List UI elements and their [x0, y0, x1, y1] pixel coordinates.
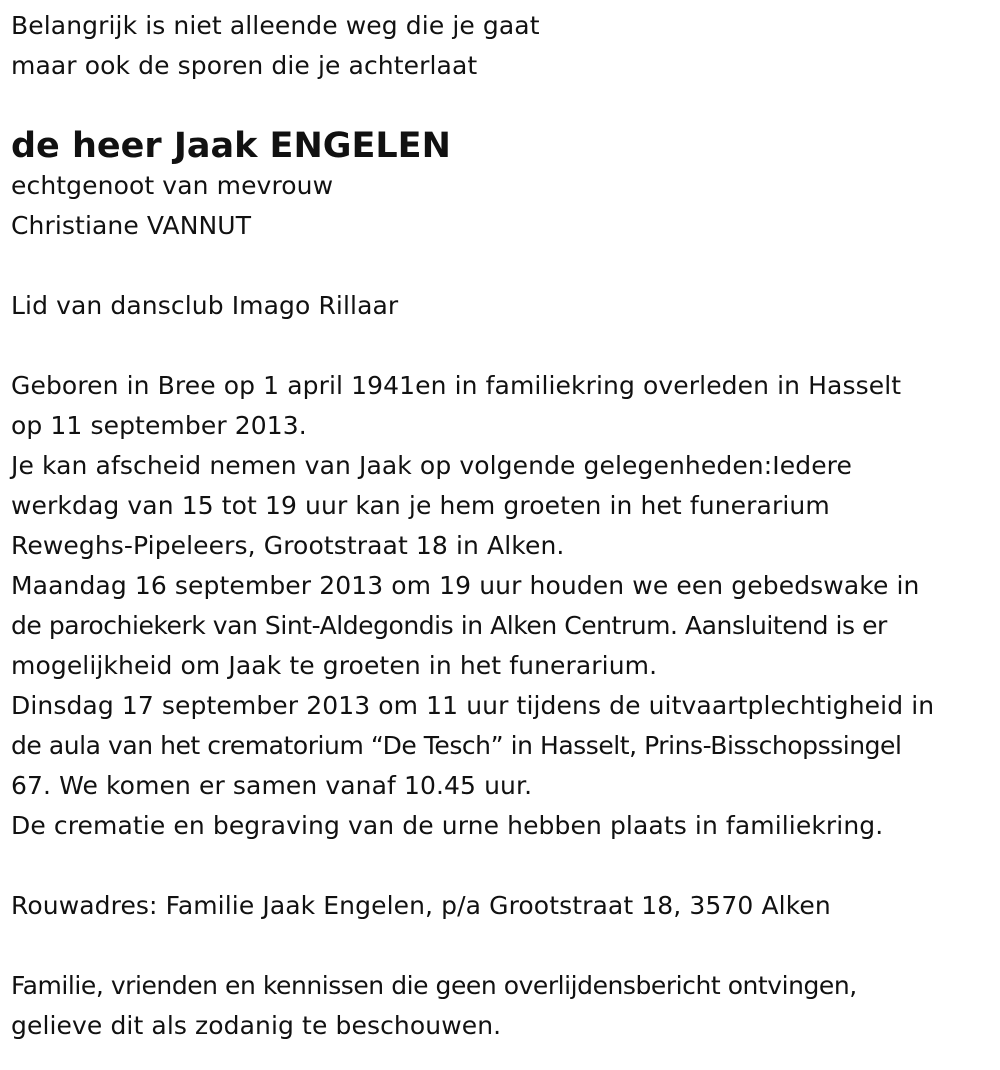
spouse-line-1: echtgenoot van mevrouw [11, 171, 334, 200]
body-line: Geboren in Bree op 1 april 1941en in familiekring overleden in Hasselt [11, 371, 902, 400]
body-line: mogelijkheid om Jaak te groeten in het funerarium. [11, 651, 658, 680]
spouse-line-2: Christiane VANNUT [11, 211, 252, 240]
closing-line-1: Familie, vrienden en kennissen die geen overlijdensbericht ontvingen, [11, 971, 857, 1000]
notice-body [11, 366, 996, 846]
spacer [11, 326, 996, 366]
body-line: Maandag 16 september 2013 om 19 uur houden we een gebedswake in [11, 571, 920, 600]
body-line: 67. We komen er samen vanaf 10.45 uur. [11, 771, 533, 800]
body-line: Dinsdag 17 september 2013 om 11 uur tijdens de uitvaartplechtigheid in [11, 691, 935, 720]
motto-line-2: maar ook de sporen die je achterlaat [11, 51, 478, 80]
membership-line: Lid van dansclub Imago Rillaar [11, 291, 399, 320]
deceased-name: de heer Jaak ENGELEN [11, 126, 451, 166]
closing-line-2: gelieve dit als zodanig te beschouwen. [11, 1011, 502, 1040]
body-line: werkdag van 15 tot 19 uur kan je hem groeten in het funerarium [11, 491, 830, 520]
spacer [11, 926, 996, 966]
body-line: De crematie en begraving van de urne hebben plaats in familiekring. [11, 811, 884, 840]
spacer [11, 246, 996, 286]
body-line: Je kan afscheid nemen van Jaak op volgende gelegenheden:Iedere [11, 451, 852, 480]
motto-line-1: Belangrijk is niet alleende weg die je gaat [11, 11, 540, 40]
obituary-notice [11, 6, 996, 1046]
body-line: op 11 september 2013. [11, 411, 307, 440]
mourning-address: Rouwadres: Familie Jaak Engelen, p/a Grootstraat 18, 3570 Alken [11, 891, 831, 920]
body-line: Reweghs-Pipeleers, Grootstraat 18 in Alken. [11, 531, 565, 560]
spacer [11, 846, 996, 886]
body-line: de aula van het crematorium “De Tesch” in Hasselt, Prins-Bisschopssingel [11, 731, 902, 760]
body-line: de parochiekerk van Sint-Aldegondis in Alken Centrum. Aansluitend is er [11, 611, 887, 640]
